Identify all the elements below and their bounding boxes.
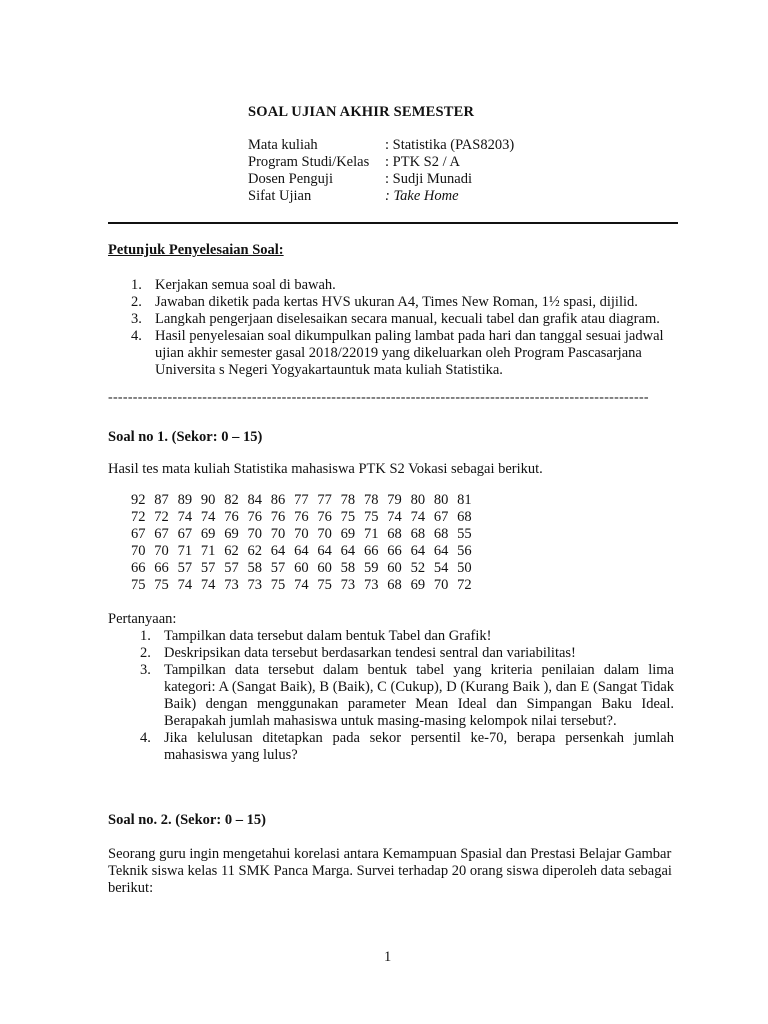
table-row [131,543,480,560]
table-cell: 76 [270,509,286,525]
table-cell: 74 [387,509,402,525]
item-text: Kerjakan semua soal di bawah. [155,277,336,293]
table-cell: 57 [177,560,193,576]
table-cell: 75 [154,577,169,593]
item-text: Hasil penyelesaian soal dikumpulkan paling lambat pada hari dan tanggal sesuai jadwal ujian akhir semester gasal 2018/22019 yang dikeluarkan oleh Program Pascasarjana Universita s Negeri Yogyakartauntuk mata kuliah Statistika. [155,328,664,378]
score-data-table [131,492,480,594]
item-text: Tampilkan data tersebut dalam bentuk tabel yang kriteria penilaian dalam lima kategori: A (Sangat Baik), B (Baik), C (Cukup), D (Kurang Baik ), dan E (Sangat Tidak Baik) dengan menggunakan parameter Mean Ideal dan Simpangan Baku Ideal. Berapakah jumlah mahasiswa untuk masing-masing kelompok nilai tersebut?. [164,662,674,729]
table-row [131,509,480,526]
table-cell: 90 [200,492,216,508]
table-cell: 70 [131,543,146,559]
soal2-intro: Seorang guru ingin mengetahui korelasi antara Kemampuan Spasial dan Prestasi Belajar Gambar Teknik siswa kelas 11 SMK Panca Marga. Survei terhadap 20 orang siswa diperoleh data sebagai berikut: [108,846,672,896]
table-cell: 73 [247,577,262,593]
table-cell: 74 [177,509,193,525]
instructions-heading: Petunjuk Penyelesaian Soal: [108,242,284,258]
item-text: Langkah pengerjaan diselesaikan secara manual, kecuali tabel dan grafik atau diagram. [155,311,660,327]
table-cell: 68 [433,526,449,542]
table-cell: 72 [457,577,472,593]
list-item [108,645,674,662]
list-item [108,730,674,764]
table-cell: 70 [433,577,449,593]
table-cell: 74 [410,509,426,525]
table-cell: 73 [340,577,356,593]
soal2-heading: Soal no. 2. (Sekor: 0 – 15) [108,812,266,828]
table-cell: 60 [387,560,402,576]
table-cell: 76 [317,509,332,525]
table-cell: 76 [247,509,262,525]
meta-value: : PTK S2 / A [385,154,460,170]
table-cell: 64 [317,543,332,559]
table-cell: 75 [131,577,146,593]
table-cell: 70 [154,543,169,559]
table-cell: 67 [433,509,449,525]
page-number: 1 [384,949,392,965]
table-cell: 66 [363,543,379,559]
meta-row-course [248,137,514,154]
meta-key: Sifat Ujian [248,188,312,204]
item-number: 4. [140,730,151,746]
item-number: 1. [140,628,151,644]
exam-meta [248,137,514,205]
table-cell: 71 [363,526,379,542]
table-cell: 66 [387,543,402,559]
table-row [131,577,480,594]
table-cell: 78 [340,492,356,508]
table-cell: 55 [457,526,472,542]
soal1-intro: Hasil tes mata kuliah Statistika mahasiswa PTK S2 Vokasi sebagai berikut. [108,461,543,477]
item-number: 3. [140,662,151,678]
item-number: 1. [131,277,142,293]
table-cell: 75 [270,577,286,593]
table-cell: 62 [224,543,239,559]
item-text: Deskripsikan data tersebut berdasarkan tendesi sentral dan variabilitas! [164,645,576,661]
list-item [108,311,678,328]
table-cell: 50 [457,560,472,576]
table-cell: 87 [154,492,169,508]
table-cell: 75 [363,509,379,525]
table-cell: 69 [200,526,216,542]
table-cell: 82 [224,492,239,508]
table-cell: 64 [340,543,356,559]
table-cell: 58 [247,560,262,576]
table-cell: 86 [270,492,286,508]
question-label: Pertanyaan: [108,611,177,627]
meta-row-examiner [248,171,514,188]
header-divider [108,222,678,224]
table-cell: 68 [410,526,426,542]
table-cell: 72 [131,509,146,525]
table-cell: 75 [340,509,356,525]
item-text: Jawaban diketik pada kertas HVS ukuran A4, Times New Roman, 1½ spasi, dijilid. [155,294,638,310]
table-row [131,560,480,577]
meta-value: : Sudji Munadi [385,171,473,187]
table-cell: 74 [294,577,309,593]
table-cell: 74 [200,577,216,593]
table-cell: 69 [340,526,356,542]
table-cell: 74 [177,577,193,593]
table-cell: 80 [433,492,449,508]
table-row [131,526,480,543]
table-cell: 78 [363,492,379,508]
table-cell: 81 [457,492,472,508]
table-cell: 64 [433,543,449,559]
meta-row-exam-type [248,188,514,205]
table-cell: 70 [270,526,286,542]
item-number: 2. [131,294,142,310]
table-cell: 69 [410,577,426,593]
list-item [108,277,678,294]
table-cell: 72 [154,509,169,525]
table-cell: 56 [457,543,472,559]
table-cell: 58 [340,560,356,576]
table-cell: 57 [200,560,216,576]
item-number: 3. [131,311,142,327]
instructions-list [108,277,678,379]
table-cell: 64 [294,543,309,559]
meta-key: Mata kuliah [248,137,318,153]
list-item [108,628,674,645]
table-cell: 60 [317,560,332,576]
table-cell: 76 [224,509,239,525]
table-cell: 70 [294,526,309,542]
dashed-separator: ------------------------------------------------------------------------------------------------------------- [108,390,649,405]
item-number: 4. [131,328,142,344]
list-item [108,662,674,730]
table-cell: 89 [177,492,193,508]
list-item [108,294,678,311]
list-item [108,328,678,379]
meta-key: Program Studi/Kelas [248,154,370,170]
table-cell: 73 [363,577,379,593]
table-row [131,492,480,509]
table-cell: 62 [247,543,262,559]
table-cell: 73 [224,577,239,593]
meta-row-program [248,154,514,171]
table-cell: 76 [294,509,309,525]
table-cell: 71 [177,543,193,559]
table-cell: 66 [131,560,146,576]
table-cell: 75 [317,577,332,593]
table-cell: 54 [433,560,449,576]
table-cell: 77 [317,492,332,508]
item-text: Tampilkan data tersebut dalam bentuk Tabel dan Grafik! [164,628,492,644]
table-cell: 52 [410,560,426,576]
table-cell: 57 [224,560,239,576]
soal1-heading: Soal no 1. (Sekor: 0 – 15) [108,429,263,445]
table-cell: 67 [177,526,193,542]
item-number: 2. [140,645,151,661]
table-cell: 70 [247,526,262,542]
table-cell: 79 [387,492,402,508]
exam-title: SOAL UJIAN AKHIR SEMESTER [248,104,475,120]
table-cell: 64 [410,543,426,559]
meta-value: : Take Home [385,188,459,204]
table-cell: 80 [410,492,426,508]
table-cell: 92 [131,492,146,508]
table-cell: 60 [294,560,309,576]
table-cell: 74 [200,509,216,525]
table-cell: 69 [224,526,239,542]
table-cell: 57 [270,560,286,576]
table-cell: 68 [457,509,472,525]
table-cell: 70 [317,526,332,542]
table-cell: 59 [363,560,379,576]
table-cell: 77 [294,492,309,508]
table-cell: 84 [247,492,262,508]
meta-value: : Statistika (PAS8203) [385,137,515,153]
item-text: Jika kelulusan ditetapkan pada sekor persentil ke-70, berapa persenkah jumlah mahasiswa yang lulus? [164,730,674,763]
soal1-questions [108,628,674,764]
table-cell: 68 [387,577,402,593]
table-cell: 67 [131,526,146,542]
table-cell: 67 [154,526,169,542]
table-cell: 64 [270,543,286,559]
table-cell: 66 [154,560,169,576]
table-cell: 71 [200,543,216,559]
meta-key: Dosen Penguji [248,171,333,187]
table-cell: 68 [387,526,402,542]
